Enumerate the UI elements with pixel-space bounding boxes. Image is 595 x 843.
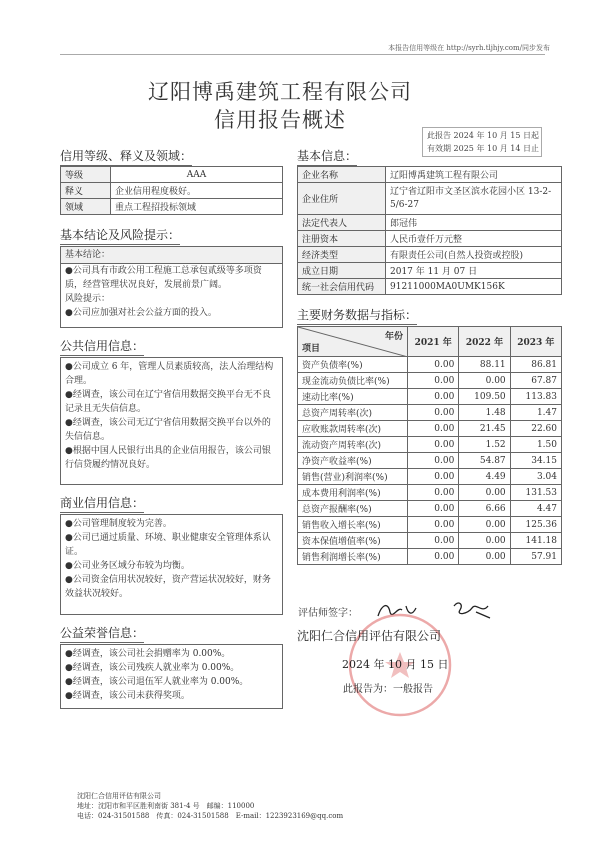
info-value: 有限责任公司(自然人投资或控股) bbox=[386, 247, 562, 263]
financial-value: 0.00 bbox=[459, 549, 510, 565]
info-value: 辽阳博禹建筑工程有限公司 bbox=[386, 167, 562, 183]
financial-metric-name: 流动资产周转率(次) bbox=[298, 437, 408, 453]
honors-line: ●经调查，该公司未获得奖项。 bbox=[65, 691, 190, 701]
report-type: 此报告为：一般报告 bbox=[343, 684, 433, 695]
info-value: 郎冠伟 bbox=[386, 215, 562, 231]
financial-value: 4.47 bbox=[510, 501, 561, 517]
business-credit-box bbox=[60, 514, 283, 615]
footer bbox=[77, 791, 343, 821]
appraisal-date: 2024 年 10 月 15 日 bbox=[342, 658, 449, 671]
financial-value: 0.00 bbox=[408, 421, 459, 437]
financial-row bbox=[298, 533, 562, 549]
financial-value: 1.47 bbox=[510, 405, 561, 421]
year-header: 2021 年 bbox=[408, 327, 459, 357]
financial-metric-name: 总资产周转率(次) bbox=[298, 405, 408, 421]
rating-value: AAA bbox=[111, 167, 283, 183]
financial-row bbox=[298, 453, 562, 469]
financial-value: 21.45 bbox=[459, 421, 510, 437]
financial-value: 0.00 bbox=[408, 469, 459, 485]
info-label: 统一社会信用代码 bbox=[298, 279, 386, 295]
risk-subhead: 基本结论： bbox=[61, 247, 282, 264]
financial-value: 141.18 bbox=[510, 533, 561, 549]
rating-heading: 信用等级、释义及领域： bbox=[60, 147, 192, 166]
financial-metric-name: 净资产收益率(%) bbox=[298, 453, 408, 469]
financial-value: 0.00 bbox=[408, 453, 459, 469]
financial-value: 1.48 bbox=[459, 405, 510, 421]
report-company-title: 辽阳博禹建筑工程有限公司 bbox=[148, 80, 412, 104]
validity-box bbox=[422, 127, 542, 157]
report-subtitle: 信用报告概述 bbox=[214, 108, 346, 132]
info-row bbox=[298, 215, 562, 231]
financial-value: 4.49 bbox=[459, 469, 510, 485]
financial-value: 0.00 bbox=[408, 533, 459, 549]
financial-value: 0.00 bbox=[459, 533, 510, 549]
financial-value: 0.00 bbox=[408, 373, 459, 389]
financial-value: 0.00 bbox=[459, 373, 510, 389]
financial-metric-name: 资产负债率(%) bbox=[298, 357, 408, 373]
financial-value: 0.00 bbox=[408, 501, 459, 517]
risk-line: 风险提示： bbox=[65, 294, 111, 304]
financial-value: 109.50 bbox=[459, 389, 510, 405]
financial-row bbox=[298, 469, 562, 485]
financial-value: 6.66 bbox=[459, 501, 510, 517]
honors-line: ●经调查，该公司社会捐赠率为 0.00%。 bbox=[65, 649, 231, 659]
financial-row bbox=[298, 389, 562, 405]
basic-info-table bbox=[297, 166, 562, 295]
financial-value: 113.83 bbox=[510, 389, 561, 405]
financial-table bbox=[297, 326, 562, 565]
top-publish-note: 本报告信用等级在 http://syrh.tljhjy.com/同步发布 bbox=[388, 44, 550, 52]
financial-row bbox=[298, 485, 562, 501]
financial-row bbox=[298, 501, 562, 517]
public-credit-line: ●公司成立 6 年，管理人员素质较高，法人治理结构合理。 bbox=[65, 362, 274, 386]
risk-heading: 基本结论及风险提示： bbox=[60, 226, 180, 245]
info-label: 法定代表人 bbox=[298, 215, 386, 231]
risk-box bbox=[60, 246, 283, 328]
financial-value: 0.00 bbox=[459, 517, 510, 533]
financial-row bbox=[298, 373, 562, 389]
financial-heading: 主要财务数据与指标： bbox=[297, 306, 417, 325]
year-header: 2022 年 bbox=[459, 327, 510, 357]
financial-row bbox=[298, 405, 562, 421]
footer-contact: 电话：024-31501588 传真：024-31501588 E-mail：1223923169@qq.com bbox=[77, 812, 344, 820]
rating-row bbox=[61, 199, 283, 215]
financial-metric-name: 应收账款周转率(次) bbox=[298, 421, 408, 437]
corner-item-label: 项目 bbox=[302, 344, 321, 354]
info-label: 注册资本 bbox=[298, 231, 386, 247]
financial-value: 125.36 bbox=[510, 517, 561, 533]
financial-value: 67.87 bbox=[510, 373, 561, 389]
financial-corner-cell bbox=[298, 327, 408, 357]
financial-value: 88.11 bbox=[459, 357, 510, 373]
public-credit-box bbox=[60, 357, 283, 485]
year-header: 2023 年 bbox=[510, 327, 561, 357]
appraisal-org-name: 沈阳仁合信用评估有限公司 bbox=[297, 629, 442, 643]
validity-start: 此报告 2024 年 10 月 15 日起 bbox=[427, 131, 539, 140]
basic-info-heading: 基本信息： bbox=[297, 147, 357, 166]
financial-metric-name: 速动比率(%) bbox=[298, 389, 408, 405]
rating-label: 释义 bbox=[61, 183, 111, 199]
info-label: 经济类型 bbox=[298, 247, 386, 263]
financial-value: 34.15 bbox=[510, 453, 561, 469]
public-credit-line: ●根据中国人民银行出具的企业信用报告，该公司银行信贷履约情况良好。 bbox=[65, 446, 271, 470]
info-value: 91211000MA0UMK156K bbox=[386, 279, 562, 295]
info-row bbox=[298, 231, 562, 247]
financial-value: 0.00 bbox=[408, 405, 459, 421]
financial-value: 0.00 bbox=[408, 549, 459, 565]
financial-row bbox=[298, 421, 562, 437]
rating-row bbox=[61, 183, 283, 199]
info-row bbox=[298, 279, 562, 295]
business-credit-line: ●公司已通过质量、环境、职业健康安全管理体系认证。 bbox=[65, 533, 271, 557]
info-value: 2017 年 11 月 07 日 bbox=[386, 263, 562, 279]
rating-row bbox=[61, 167, 283, 183]
risk-line: ●公司具有市政公用工程施工总承包贰级等多项资质，经营管理状况良好，发展前景广阔。 bbox=[65, 266, 262, 290]
financial-value: 86.81 bbox=[510, 357, 561, 373]
financial-value: 0.00 bbox=[408, 357, 459, 373]
financial-value: 0.00 bbox=[408, 389, 459, 405]
financial-row bbox=[298, 437, 562, 453]
financial-value: 0.00 bbox=[408, 485, 459, 501]
financial-value: 0.00 bbox=[459, 485, 510, 501]
financial-value: 131.53 bbox=[510, 485, 561, 501]
top-divider bbox=[60, 54, 545, 55]
rating-label: 等级 bbox=[61, 167, 111, 183]
info-label: 成立日期 bbox=[298, 263, 386, 279]
financial-metric-name: 销售收入增长率(%) bbox=[298, 517, 408, 533]
business-credit-line: ●公司管理制度较为完善。 bbox=[65, 519, 172, 529]
rating-value: 重点工程招投标领域 bbox=[111, 199, 283, 215]
financial-metric-name: 成本费用利润率(%) bbox=[298, 485, 408, 501]
financial-value: 54.87 bbox=[459, 453, 510, 469]
appraiser-signature-label: 评估师签字： bbox=[298, 608, 358, 619]
info-value: 人民币壹仟万元整 bbox=[386, 231, 562, 247]
financial-value: 1.50 bbox=[510, 437, 561, 453]
info-row bbox=[298, 167, 562, 183]
financial-metric-name: 销售利润增长率(%) bbox=[298, 549, 408, 565]
corner-year-label: 年份 bbox=[384, 332, 403, 342]
financial-metric-name: 现金流动负债比率(%) bbox=[298, 373, 408, 389]
public-credit-line: ●经调查，该公司在辽宁省信用数据交换平台无不良记录且无失信信息。 bbox=[65, 390, 271, 414]
public-credit-line: ●经调查，该公司无辽宁省信用数据交换平台以外的失信信息。 bbox=[65, 418, 271, 442]
info-value: 辽宁省辽阳市文圣区滨水花园小区 13-2-5/6-27 bbox=[386, 183, 562, 215]
info-label: 企业住所 bbox=[298, 183, 386, 215]
financial-value: 22.60 bbox=[510, 421, 561, 437]
rating-value: 企业信用程度极好。 bbox=[111, 183, 283, 199]
info-row bbox=[298, 263, 562, 279]
footer-address: 地址：沈阳市和平区胜利南街 381-4 号 邮编：110000 bbox=[77, 802, 255, 810]
rating-table bbox=[60, 166, 283, 215]
info-row bbox=[298, 183, 562, 215]
honors-box bbox=[60, 644, 283, 709]
financial-value: 1.52 bbox=[459, 437, 510, 453]
footer-company: 沈阳仁合信用评估有限公司 bbox=[77, 792, 161, 800]
financial-value: 0.00 bbox=[408, 517, 459, 533]
financial-metric-name: 总资产报酬率(%) bbox=[298, 501, 408, 517]
business-credit-line: ●公司业务区域分布较为均衡。 bbox=[65, 561, 190, 571]
financial-metric-name: 销售(营业)利润率(%) bbox=[298, 469, 408, 485]
honors-line: ●经调查，该公司残疾人就业率为 0.00%。 bbox=[65, 663, 240, 673]
validity-end: 有效期 2025 年 10 月 14 日止 bbox=[427, 144, 539, 153]
info-row bbox=[298, 247, 562, 263]
risk-line: ●公司应加强对社会公益方面的投入。 bbox=[65, 308, 217, 318]
financial-row bbox=[298, 357, 562, 373]
financial-row bbox=[298, 517, 562, 533]
honors-line: ●经调查，该公司退伍军人就业率为 0.00%。 bbox=[65, 677, 249, 687]
financial-value: 0.00 bbox=[408, 437, 459, 453]
public-credit-heading: 公共信用信息： bbox=[60, 337, 144, 356]
financial-row bbox=[298, 549, 562, 565]
financial-value: 3.04 bbox=[510, 469, 561, 485]
business-credit-heading: 商业信用信息： bbox=[60, 494, 144, 513]
financial-value: 57.91 bbox=[510, 549, 561, 565]
financial-header-row bbox=[298, 327, 562, 357]
info-label: 企业名称 bbox=[298, 167, 386, 183]
business-credit-line: ●公司资金信用状况较好，资产营运状况较好，财务效益状况较好。 bbox=[65, 575, 271, 599]
rating-label: 领域 bbox=[61, 199, 111, 215]
financial-metric-name: 资本保值增值率(%) bbox=[298, 533, 408, 549]
honors-heading: 公益荣誉信息： bbox=[60, 624, 144, 643]
